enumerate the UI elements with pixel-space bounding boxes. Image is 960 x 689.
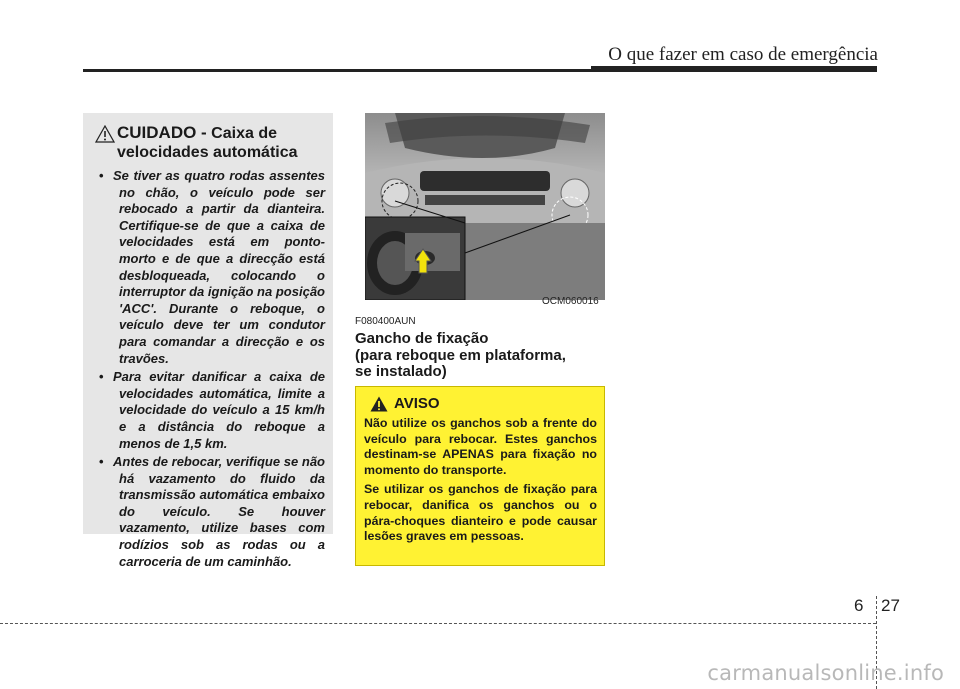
caution-triangle-icon	[95, 125, 115, 143]
page-number: 27	[881, 596, 900, 615]
figure-code: OCM060016	[542, 296, 599, 307]
warning-header	[370, 395, 597, 412]
section-title-line: Gancho de fixação	[355, 330, 489, 347]
car-front-illustration	[365, 113, 605, 300]
list-item: • Se tiver as quatro rodas assentes no chão, o veículo pode ser rebocado a partir da dianteira. Certifique-se de que a caixa de velocidades está em ponto-morto e de que a direcção está desbloqueada, colocando o interruptor da ignição na posição 'ACC'. Durante o reboque, o veículo deve ter um condutor para comandar a direcção e os travões.	[99, 168, 325, 366]
caution-list	[91, 168, 325, 570]
caution-box	[83, 113, 333, 569]
warning-box	[355, 386, 605, 566]
warning-title: AVISO	[394, 395, 440, 412]
section-title-line: (para reboque em plataforma,	[355, 346, 566, 364]
page-header-title: O que fazer em caso de emergência	[608, 44, 878, 65]
list-item: • Antes de rebocar, verifique se não há vazamento do fluido da transmissão automática embaixo do veículo. Se houver vazamento, utilize bases com rodízios sob as rodas ou a carroceria de um caminhão.	[99, 454, 325, 569]
towing-hook-photo	[365, 113, 605, 300]
caution-title-rest: Caixa de	[211, 125, 277, 142]
warning-paragraph: Não utilize os ganchos sob a frente do veículo para rebocar. Estes ganchos destinam-se APENAS para fixação no momento do transporte.	[364, 416, 597, 477]
caution-title	[117, 123, 325, 162]
list-item: • Para evitar danificar a caixa de velocidades automática, limite a velocidade do veículo a 15 km/h e a distância do reboque a menos de 1,5 km.	[99, 369, 325, 451]
watermark: carmanualsonline.info	[707, 661, 944, 685]
caution-lead: CUIDADO -	[117, 123, 207, 142]
warning-paragraph: Se utilizar os ganchos de fixação para rebocar, danifica os ganchos ou o pára-choques dianteiro e pode causar lesões graves em pessoas.	[364, 482, 597, 544]
section-title	[355, 331, 605, 381]
footer-divider	[0, 623, 876, 624]
caution-header	[91, 123, 325, 162]
section-title-line: se instalado)	[355, 363, 447, 380]
chapter-number: 6	[854, 596, 864, 615]
section-code: F080400AUN	[355, 316, 416, 327]
warning-triangle-icon	[370, 396, 388, 412]
header-rule	[83, 69, 877, 72]
caution-title-line2: velocidades automática	[117, 144, 298, 161]
